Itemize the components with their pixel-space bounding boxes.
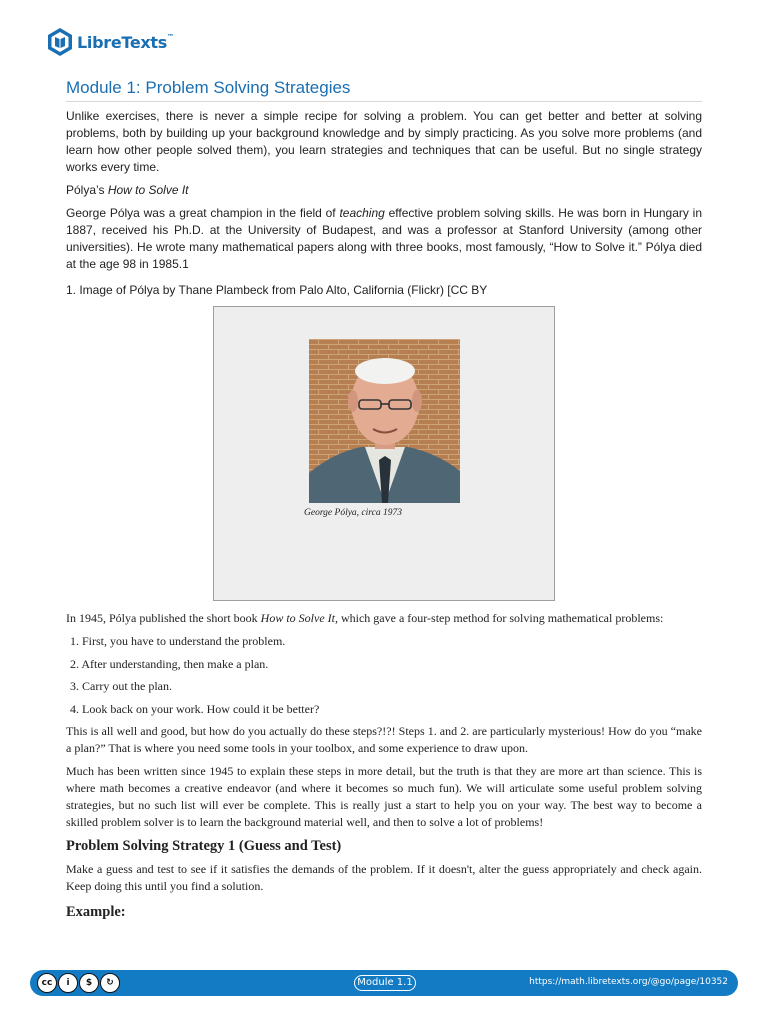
page-url-link[interactable]: https://math.libretexts.org/@go/page/10352 — [529, 977, 728, 987]
footer-bar — [30, 970, 738, 996]
list-item: 2. After understanding, then make a plan. — [70, 656, 269, 671]
polya-photo — [309, 339, 460, 503]
example-heading: Example: — [66, 904, 126, 920]
libretexts-logo-icon — [46, 27, 74, 57]
bio-paragraph: George Pólya was a great champion in the field of teaching effective problem solving skills. He was born in Hungary in 1887, received his Ph.D. at the University of Budapest, and was a professor at Stanford University (among other universities). He wrote many mathematical papers along with three books, most famously, “How to Solve it.” Pólya died at the age 98 in 1985.1 — [66, 206, 703, 271]
module-label: Module 1.1 — [354, 975, 416, 991]
license-badge[interactable] — [37, 973, 120, 993]
list-item: 4. Look back on your work. How could it be better? — [70, 701, 320, 716]
intro-paragraph: Unlike exercises, there is never a simple recipe for solving a problem. You can get better and better at solving problems, both by building up your background knowledge and by simply practicing. As you solve more problems (and learn how other people solved them), you learn strategies and techniques that can be useful. But no single strategy works every time. — [66, 109, 702, 174]
sa-icon: ↻ — [100, 973, 120, 993]
art-paragraph: Much has been written since 1945 to explain these steps in more detail, but the truth is that they are more art than science. This is where math becomes a creative endeavor (and where it becomes so much fun). We will articulate some useful problem solving strategies, but no such list will ever be complete. This is really just a start to help you on your way. The best way to become a skilled problem solver is to learn the background material well, and then to solve a lot of problems! — [66, 764, 702, 829]
by-icon: i — [58, 973, 78, 993]
page-title: Module 1: Problem Solving Strategies — [66, 78, 702, 102]
strategy-paragraph: Make a guess and test to see if it satisfies the demands of the problem. If it doesn't, alter the guess appropriately and check again. Keep doing this until you find a solution. — [66, 862, 702, 893]
book-intro-paragraph: In 1945, Pólya published the short book How to Solve It, which gave a four-step method for solving mathematical problems: — [66, 611, 664, 625]
logo-text: LibreTexts™ — [77, 32, 174, 52]
list-item: 3. Carry out the plan. — [70, 679, 172, 694]
steps-list — [70, 633, 319, 723]
nc-icon: $ — [79, 973, 99, 993]
list-item: 1. First, you have to understand the problem. — [70, 634, 286, 648]
figure-caption: George Pólya, circa 1973 — [304, 508, 402, 518]
figure-box — [213, 306, 555, 601]
steps-paragraph: This is all well and good, but how do you actually do these steps?!?! Steps 1. and 2. are particularly mysterious! How do you “make a plan?” That is where you need some tools in your toolbox, and some experience to draw upon. — [66, 724, 702, 755]
libretexts-logo[interactable] — [46, 27, 174, 57]
cc-icon: cc — [37, 973, 57, 993]
section-label: Pólya’s How to Solve It — [66, 183, 189, 197]
image-footnote: 1. Image of Pólya by Thane Plambeck from Palo Alto, California (Flickr) [CC BY — [66, 283, 488, 297]
strategy-heading: Problem Solving Strategy 1 (Guess and Test) — [66, 838, 342, 854]
